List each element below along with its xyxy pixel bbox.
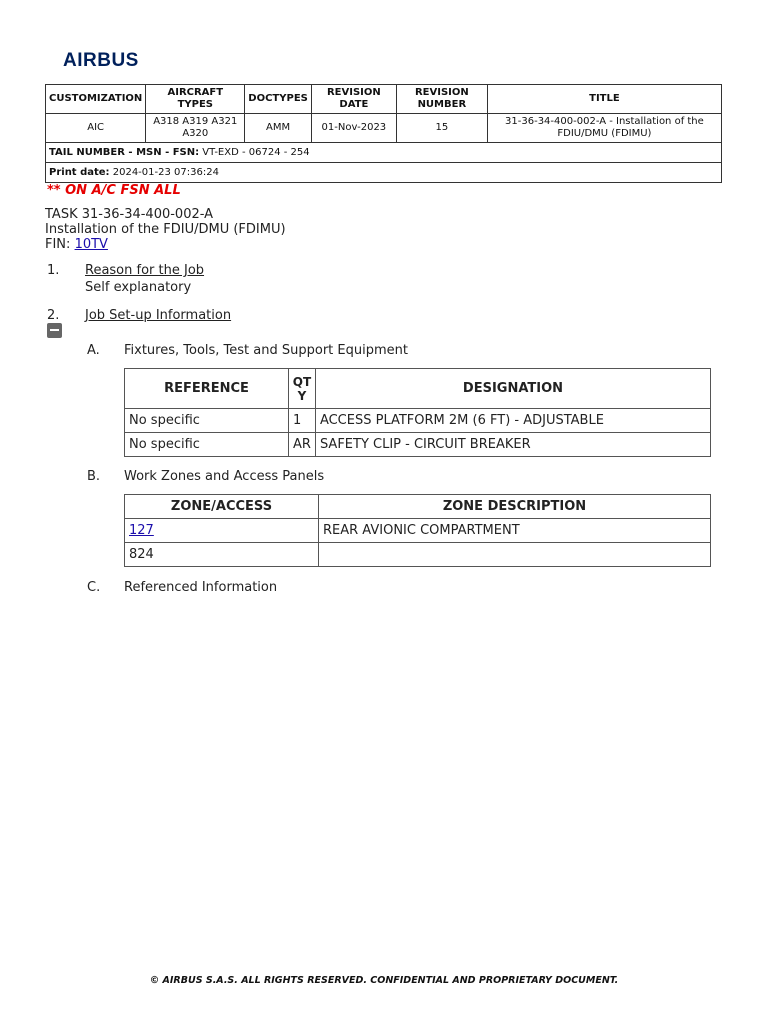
print-date-row bbox=[46, 163, 722, 183]
print-date-value: 2024-01-23 07:36:24 bbox=[112, 167, 219, 178]
tools-row-2-qty: AR bbox=[289, 433, 316, 457]
subsection-b-letter: B. bbox=[87, 469, 101, 484]
tools-row-2-reference: No specific bbox=[125, 433, 289, 457]
document-header-table bbox=[45, 84, 722, 183]
copyright-footer: © AIRBUS S.A.S. ALL RIGHTS RESERVED. CONFIDENTIAL AND PROPRIETARY DOCUMENT. bbox=[149, 975, 619, 986]
header-col-doctypes: DOCTYPES bbox=[245, 85, 312, 114]
section-2-number: 2. bbox=[47, 308, 60, 323]
revision-date-value: 01-Nov-2023 bbox=[311, 114, 396, 143]
table-row bbox=[125, 543, 711, 567]
table-row bbox=[125, 409, 711, 433]
tools-col-reference: REFERENCE bbox=[125, 369, 289, 409]
table-row bbox=[125, 519, 711, 543]
fin-line bbox=[45, 237, 286, 252]
table-row bbox=[125, 433, 711, 457]
collapse-icon[interactable] bbox=[47, 323, 62, 338]
zones-col-zone-access: ZONE/ACCESS bbox=[125, 495, 319, 519]
title-value: 31-36-34-400-002-A - Installation of the FDIU/DMU (FDIMU) bbox=[487, 114, 721, 143]
applicability-note: ** ON A/C FSN ALL bbox=[47, 183, 181, 198]
task-block bbox=[45, 207, 286, 252]
tools-row-1-reference: No specific bbox=[125, 409, 289, 433]
section-2-title: Job Set-up Information bbox=[85, 308, 232, 323]
doctypes-value: AMM bbox=[245, 114, 312, 143]
section-1-body: Self explanatory bbox=[85, 280, 192, 295]
tail-number-label: TAIL NUMBER - MSN - FSN: bbox=[49, 147, 200, 158]
subsection-a-letter: A. bbox=[87, 343, 100, 358]
zones-header-row bbox=[125, 495, 711, 519]
header-col-revision-date: REVISION DATE bbox=[311, 85, 396, 114]
header-values-row bbox=[46, 114, 722, 143]
tools-row-1-qty: 1 bbox=[289, 409, 316, 433]
tail-number-row bbox=[46, 143, 722, 163]
tools-table bbox=[124, 368, 711, 457]
zone-link-127[interactable]: 127 bbox=[129, 523, 154, 538]
print-date-cell bbox=[46, 163, 722, 183]
zones-row-2-zone: 824 bbox=[125, 543, 319, 567]
airbus-logo: AIRBUS bbox=[63, 50, 139, 71]
header-col-revision-number: REVISION NUMBER bbox=[396, 85, 487, 114]
task-name: Installation of the FDIU/DMU (FDIMU) bbox=[45, 222, 286, 237]
zones-row-1-zone bbox=[125, 519, 319, 543]
subsection-a-title: Fixtures, Tools, Test and Support Equipment bbox=[124, 343, 408, 358]
zones-col-zone-description: ZONE DESCRIPTION bbox=[319, 495, 711, 519]
header-col-customization: CUSTOMIZATION bbox=[46, 85, 146, 114]
header-col-aircraft-types: AIRCRAFT TYPES bbox=[146, 85, 245, 114]
subsection-b-title: Work Zones and Access Panels bbox=[124, 469, 325, 484]
subsection-c-title: Referenced Information bbox=[124, 580, 278, 595]
tools-col-qty: QTY bbox=[289, 369, 316, 409]
header-col-title: TITLE bbox=[487, 85, 721, 114]
customization-value: AIC bbox=[46, 114, 146, 143]
header-columns-row bbox=[46, 85, 722, 114]
tools-row-2-designation: SAFETY CLIP - CIRCUIT BREAKER bbox=[315, 433, 710, 457]
revision-number-value: 15 bbox=[396, 114, 487, 143]
zones-row-2-description bbox=[319, 543, 711, 567]
tools-col-designation: DESIGNATION bbox=[315, 369, 710, 409]
zones-row-1-description: REAR AVIONIC COMPARTMENT bbox=[319, 519, 711, 543]
subsection-c-letter: C. bbox=[87, 580, 101, 595]
section-1-title: Reason for the Job bbox=[85, 263, 205, 278]
section-1 bbox=[85, 262, 204, 296]
fin-link[interactable]: 10TV bbox=[74, 237, 108, 252]
section-1-number: 1. bbox=[47, 263, 60, 278]
zones-table bbox=[124, 494, 711, 567]
task-id: TASK 31-36-34-400-002-A bbox=[45, 207, 214, 222]
tail-number-value: VT-EXD - 06724 - 254 bbox=[202, 147, 310, 158]
aircraft-types-value: A318 A319 A321 A320 bbox=[146, 114, 245, 143]
section-2 bbox=[85, 307, 231, 324]
tail-number-cell bbox=[46, 143, 722, 163]
print-date-label: Print date: bbox=[49, 167, 110, 178]
tools-row-1-designation: ACCESS PLATFORM 2M (6 FT) - ADJUSTABLE bbox=[315, 409, 710, 433]
tools-header-row bbox=[125, 369, 711, 409]
fin-label: FIN: bbox=[45, 237, 71, 252]
